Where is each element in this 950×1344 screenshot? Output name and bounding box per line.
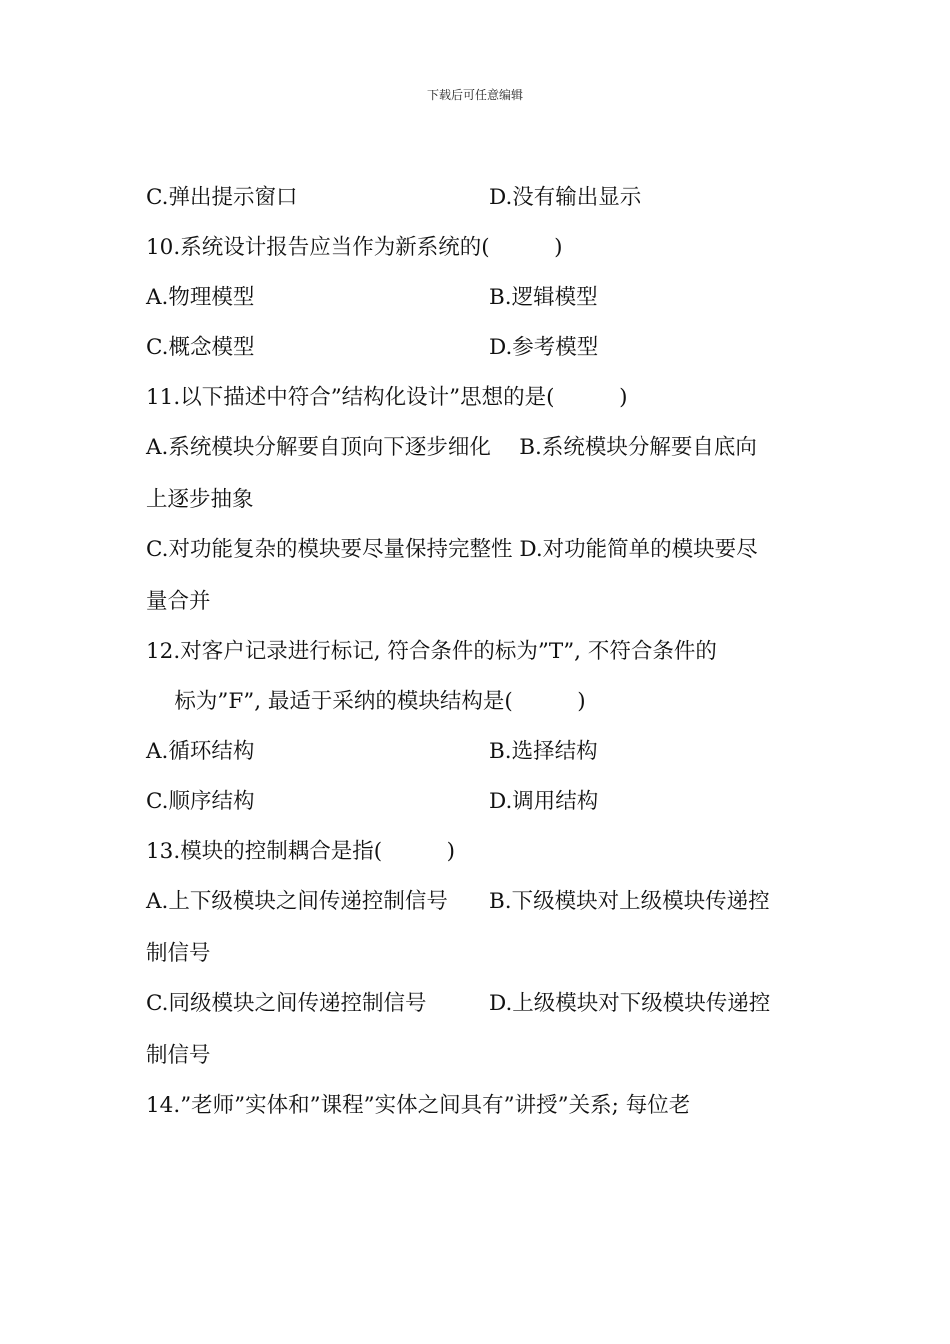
option-a: A.循环结构 xyxy=(146,739,255,764)
question-12 xyxy=(146,637,717,667)
option-line xyxy=(146,433,757,463)
option-line-continued xyxy=(146,485,254,515)
question-text: 14.”老师”实体和”课程”实体之间具有”讲授”关系; 每位老 xyxy=(146,1093,691,1118)
option-b: B.选择结构 xyxy=(489,739,598,764)
question-text: 11.以下描述中符合”结构化设计”思想的是( ) xyxy=(146,385,628,410)
option-d-continued: 制信号 xyxy=(146,1043,211,1068)
question-12-continued xyxy=(146,687,586,717)
option-b-continued: 上逐步抽象 xyxy=(146,487,254,512)
option-line xyxy=(146,183,642,213)
option-d: D.没有输出显示 xyxy=(489,185,642,210)
question-text: 13.模块的控制耦合是指( ) xyxy=(146,839,455,864)
option-d-continued: 量合并 xyxy=(146,589,211,614)
option-line xyxy=(146,887,770,917)
question-text: 10.系统设计报告应当作为新系统的( ) xyxy=(146,235,563,260)
option-line-continued xyxy=(146,587,211,617)
option-line xyxy=(146,535,758,565)
question-text: 12.对客户记录进行标记, 符合条件的标为”T”, 不符合条件的 xyxy=(146,639,717,664)
option-d: D.上级模块对下级模块传递控 xyxy=(489,991,771,1016)
option-c: C.弹出提示窗口 xyxy=(146,185,298,210)
page-header: 下载后可任意编辑 xyxy=(426,88,523,102)
option-line-continued xyxy=(146,939,211,969)
option-a: A.物理模型 xyxy=(146,285,255,310)
question-13 xyxy=(146,837,455,867)
option-b: B.下级模块对上级模块传递控 xyxy=(489,889,770,914)
option-a: A.上下级模块之间传递控制信号 xyxy=(146,889,448,914)
option-c: C.顺序结构 xyxy=(146,789,255,814)
option-d: D.参考模型 xyxy=(489,335,599,360)
option-c: C.同级模块之间传递控制信号 xyxy=(146,991,427,1016)
question-text-continued: 标为”F”, 最适于采纳的模块结构是( ) xyxy=(146,689,586,714)
option-cd: C.对功能复杂的模块要尽量保持完整性 D.对功能简单的模块要尽 xyxy=(146,537,758,562)
option-line xyxy=(146,787,599,817)
question-14 xyxy=(146,1091,690,1121)
question-10 xyxy=(146,233,562,263)
question-11 xyxy=(146,383,627,413)
option-ab: A.系统模块分解要自顶向下逐步细化 B.系统模块分解要自底向 xyxy=(146,435,757,460)
option-line xyxy=(146,333,599,363)
option-c: C.概念模型 xyxy=(146,335,255,360)
option-b: B.逻辑模型 xyxy=(489,285,598,310)
option-line xyxy=(146,989,771,1019)
option-b-continued: 制信号 xyxy=(146,941,211,966)
option-line xyxy=(146,737,598,767)
option-line xyxy=(146,283,598,313)
option-d: D.调用结构 xyxy=(489,789,599,814)
option-line-continued xyxy=(146,1041,211,1071)
